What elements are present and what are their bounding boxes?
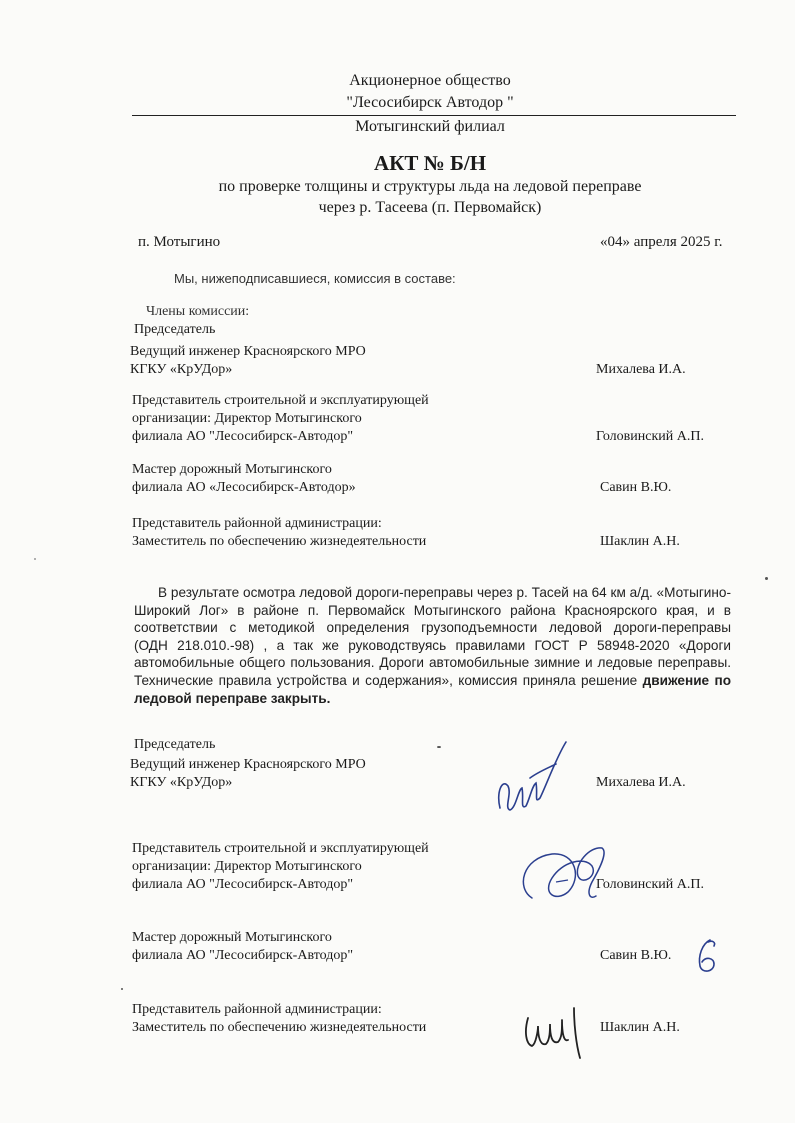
sign-2-name: Головинский А.П. bbox=[596, 877, 704, 892]
decision-line-2: Широкий Лог» в районе п. Первомайск Мотыгинского района Красноярского края, и в bbox=[134, 602, 731, 618]
member-4-position: Представитель районной администрации: bbox=[132, 516, 382, 531]
decision-line-3: соответствии с методикой определения грузоподъемности ледовой дороги-переправы bbox=[134, 620, 731, 636]
member-1-position: Ведущий инженер Красноярского МРО bbox=[130, 344, 366, 359]
decision-paragraph bbox=[134, 584, 731, 707]
decision-line-4: (ОДН 218.010.-98) , а так же руководствуясь правилами ГОСТ Р 58948-2020 «Дороги bbox=[134, 637, 731, 653]
scan-speck bbox=[437, 746, 441, 748]
member-1-name: Михалева И.А. bbox=[596, 362, 686, 377]
scan-speck bbox=[121, 988, 123, 990]
sign-3-position: Мастер дорожный Мотыгинского bbox=[132, 930, 332, 945]
scan-speck bbox=[765, 577, 768, 580]
intro-text: Мы, нижеподписавшиеся, комиссия в составе: bbox=[174, 271, 456, 286]
decision-line-5: автомобильные общего пользования. Дороги автомобильные зимние и ледовые переправы. bbox=[134, 655, 731, 671]
decision-bold-part1: движение по bbox=[642, 672, 732, 688]
member-3-position: Мастер дорожный Мотыгинского bbox=[132, 462, 332, 477]
members-label: Члены комиссии: bbox=[146, 304, 250, 319]
member-2-role: организации: Директор Мотыгинского bbox=[132, 411, 362, 426]
member-2-position: Представитель строительной и эксплуатирующей bbox=[132, 393, 429, 408]
signature-golovinsky bbox=[512, 838, 622, 918]
sign-chair-label: Председатель bbox=[134, 737, 216, 752]
sign-4-name: Шаклин А.Н. bbox=[600, 1020, 680, 1035]
signature-savin bbox=[692, 936, 722, 976]
org-quoted-name: "Лесосибирск Автодор " bbox=[346, 94, 514, 111]
chair-label: Председатель bbox=[134, 322, 216, 337]
header-rule bbox=[132, 115, 736, 116]
member-3-name: Савин В.Ю. bbox=[600, 480, 672, 495]
sign-4-role: Заместитель по обеспечению жизнедеятельности bbox=[132, 1020, 427, 1035]
decision-line-7-wrap bbox=[134, 690, 731, 708]
member-2-name: Головинский А.П. bbox=[596, 429, 704, 444]
org-name: Акционерное общество bbox=[349, 72, 511, 89]
scan-speck bbox=[34, 558, 36, 560]
sign-4-position: Представитель районной администрации: bbox=[132, 1002, 382, 1017]
member-4-name: Шаклин А.Н. bbox=[600, 534, 680, 549]
sign-2-role: организации: Директор Мотыгинского bbox=[132, 859, 362, 874]
document-title: АКТ № Б/Н bbox=[373, 151, 487, 175]
sign-1-organization: КГКУ «КрУДор» bbox=[130, 775, 233, 790]
sign-1-name: Михалева И.А. bbox=[596, 775, 686, 790]
document-subtitle-line1: по проверке толщины и структуры льда на ледовой переправе bbox=[218, 178, 642, 195]
member-4-role: Заместитель по обеспечению жизнедеятельности bbox=[132, 534, 427, 549]
document-date: «04» апреля 2025 г. bbox=[600, 234, 723, 250]
signature-shaklin bbox=[518, 1004, 598, 1064]
signature-mikhaleva bbox=[486, 738, 576, 828]
member-2-organization: филиала АО "Лесосибирск-Автодор" bbox=[132, 429, 354, 444]
sign-2-position: Представитель строительной и эксплуатирующей bbox=[132, 841, 429, 856]
member-1-organization: КГКУ «КрУДор» bbox=[130, 362, 233, 377]
document-subtitle-line2: через р. Тасеева (п. Первомайск) bbox=[318, 199, 542, 216]
sign-3-name: Савин В.Ю. bbox=[600, 948, 672, 963]
decision-line-1: В результате осмотра ледовой дороги-переправы через р. Тасей на 64 км а/д. «Мотыгино- bbox=[158, 585, 731, 600]
decision-line-6-wrap bbox=[134, 672, 731, 690]
decision-line-6: Технические правила устройства и содержания», комиссия приняла решение bbox=[134, 672, 638, 688]
decision-bold-part2: ледовой переправе закрыть. bbox=[134, 690, 331, 706]
branch-name: Мотыгинский филиал bbox=[355, 118, 505, 135]
sign-1-position: Ведущий инженер Красноярского МРО bbox=[130, 757, 366, 772]
sign-2-organization: филиала АО "Лесосибирск-Автодор" bbox=[132, 877, 354, 892]
sign-3-organization: филиала АО "Лесосибирск-Автодор" bbox=[132, 948, 354, 963]
member-3-organization: филиала АО «Лесосибирск-Автодор» bbox=[132, 480, 356, 495]
document-place: п. Мотыгино bbox=[138, 234, 221, 250]
